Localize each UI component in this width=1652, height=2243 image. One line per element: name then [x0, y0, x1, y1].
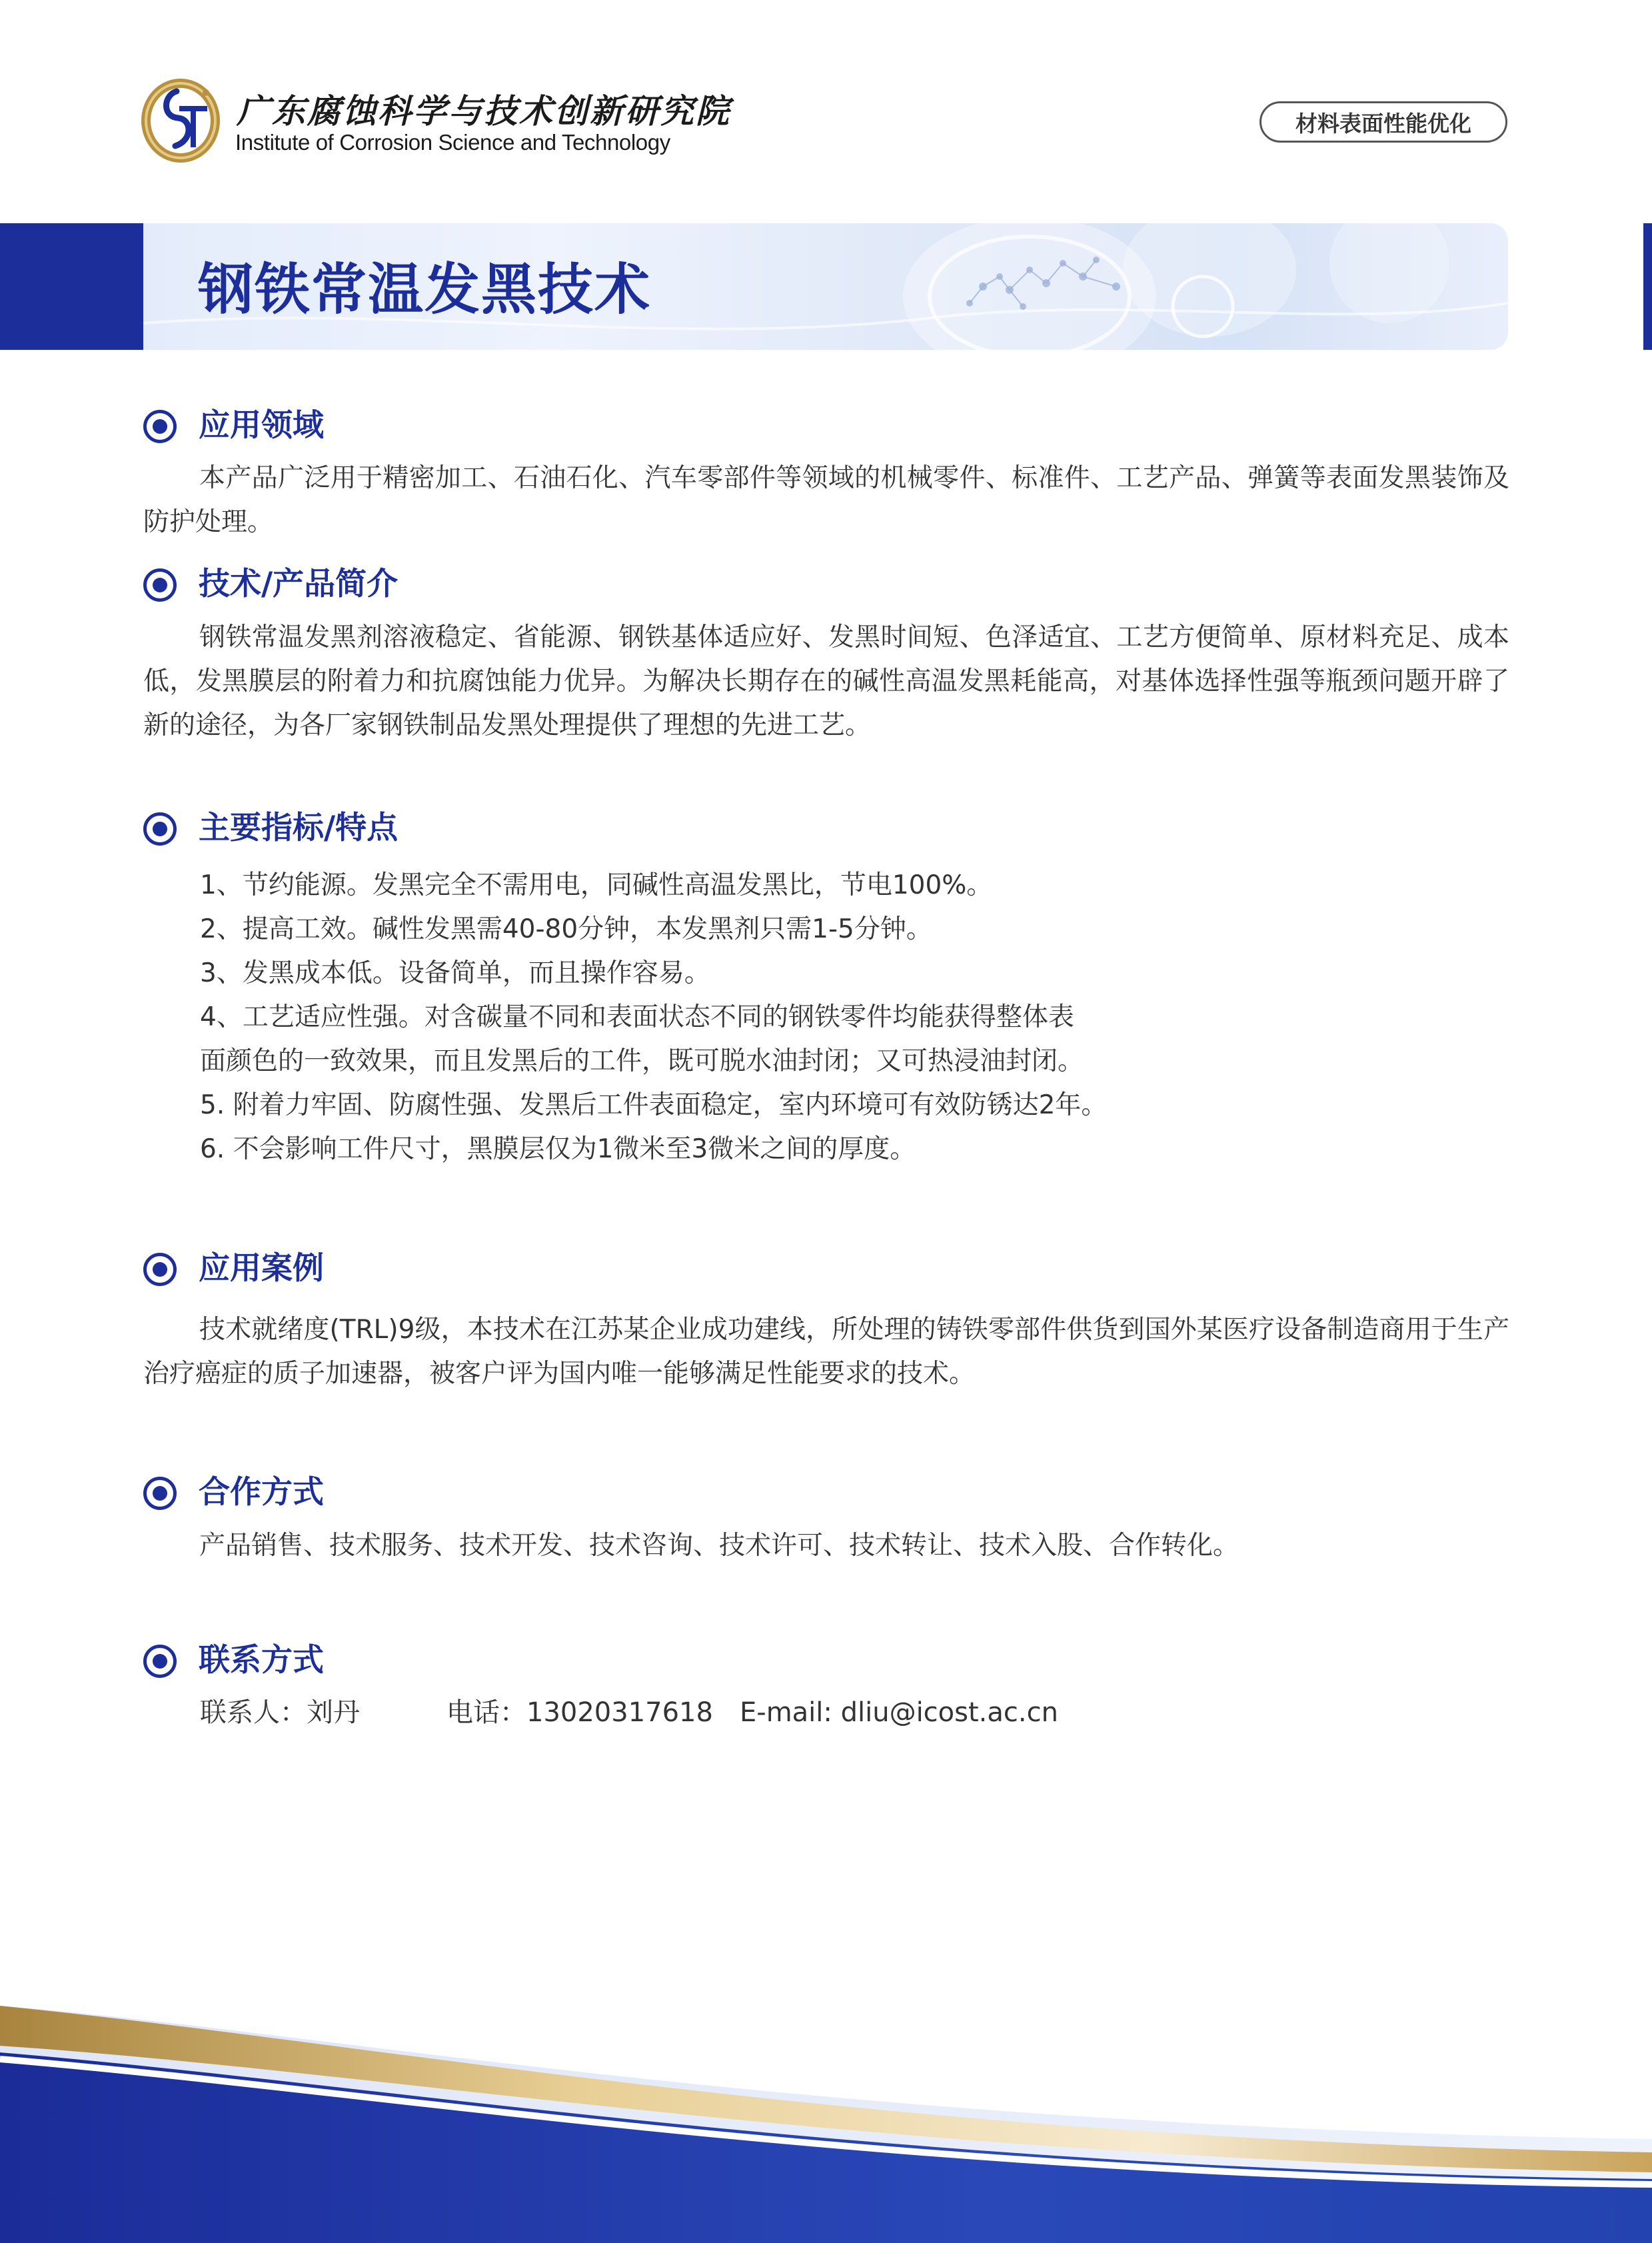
bullet-icon	[143, 410, 177, 443]
section-title: 联系方式	[199, 1642, 324, 1679]
intro-text: 钢铁常温发黑剂溶液稳定、省能源、钢铁基体适应好、发黑时间短、色泽适宜、工艺方便简单、原材料充足、成本低，发黑膜层的附着力和抗腐蚀能力优异。为解决长期存在的碱性高温发黑耗能高，对基体选择性强等瓶颈问题开辟了新的途径，为各厂家钢铁制品发黑处理提供了理想的先进工艺。	[143, 622, 1509, 740]
contact-email[interactable]: E-mail: dliu@icost.ac.cn	[740, 1697, 1058, 1728]
institute-logo	[137, 77, 731, 163]
features-list	[200, 864, 1506, 1171]
list-item: 5. 附着力牢固、防腐性强、发黑后工件表面稳定，室内环境可有效防锈达2年。	[200, 1090, 1108, 1120]
bullet-icon	[143, 1477, 177, 1510]
cooperation-text: 产品销售、技术服务、技术开发、技术咨询、技术许可、技术转让、技术入股、合作转化。	[199, 1531, 1239, 1561]
application-text: 本产品广泛用于精密加工、石油石化、汽车零部件等领域的机械零件、标准件、工艺产品、弹簧等表面发黑装饰及防护处理。	[143, 463, 1509, 537]
list-item: 6. 不会影响工件尺寸，黑膜层仅为1微米至3微米之间的厚度。	[200, 1134, 916, 1164]
footer-wave-decoration	[0, 1972, 1652, 2243]
logo-english-name: Institute of Corrosion Science and Technology	[235, 130, 670, 155]
category-badge: 材料表面性能优化	[1259, 101, 1507, 143]
bullet-icon	[143, 568, 177, 602]
title-accent-bar-right	[1643, 223, 1652, 350]
section-title: 应用领域	[199, 407, 324, 444]
section-title: 合作方式	[199, 1474, 324, 1511]
bullet-icon	[143, 1645, 177, 1678]
list-item: 2、提高工效。碱性发黑需40-80分钟，本发黑剂只需1-5分钟。	[200, 914, 932, 944]
section-title: 技术/产品简介	[199, 566, 399, 602]
section-title: 应用案例	[199, 1250, 324, 1287]
bullet-icon	[143, 812, 177, 846]
list-item: 3、发黑成本低。设备简单，而且操作容易。	[200, 958, 710, 988]
list-item: 1、节约能源。发黑完全不需用电，同碱性高温发黑比，节电100%。	[200, 870, 993, 900]
list-item: 面颜色的一致效果，而且发黑后的工件，既可脱水油封闭；又可热浸油封闭。	[200, 1046, 1084, 1076]
section-title: 主要指标/特点	[199, 810, 399, 846]
contact-info	[200, 1693, 1058, 1733]
cases-text: 技术就绪度(TRL)9级，本技术在江苏某企业成功建线，所处理的铸铁零部件供货到国外某医疗设备制造商用于生产治疗癌症的质子加速器，被客户评为国内唯一能够满足性能要求的技术。	[143, 1315, 1509, 1389]
list-item: 4、工艺适应性强。对含碳量不同和表面状态不同的钢铁零件均能获得整体表	[200, 1002, 1074, 1032]
contact-phone: 电话：13020317618	[446, 1697, 713, 1728]
bullet-icon	[143, 1253, 177, 1286]
title-banner	[143, 223, 1508, 350]
contact-person: 联系人：刘丹	[200, 1697, 360, 1728]
logo-emblem-icon	[137, 77, 230, 163]
page-title: 钢铁常温发黑技术	[198, 257, 651, 322]
title-accent-bar	[0, 223, 143, 350]
logo-chinese-name: 广东腐蚀科学与技术创新研究院	[237, 91, 731, 131]
